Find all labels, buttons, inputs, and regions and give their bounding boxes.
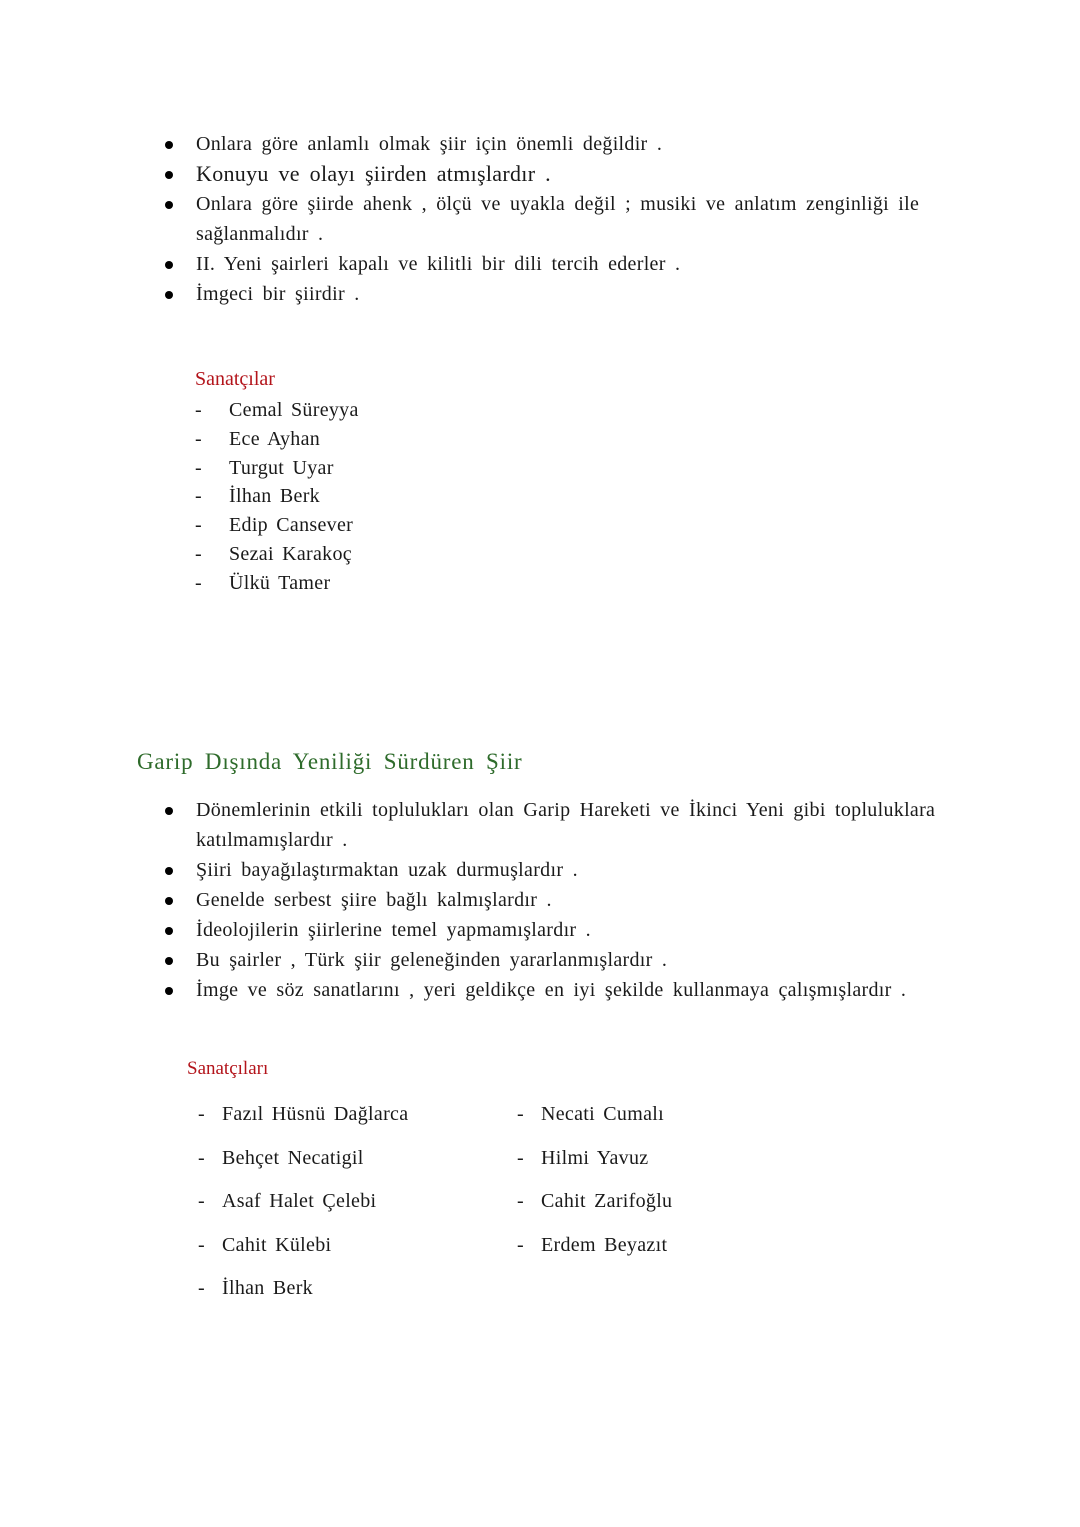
artist-name: Turgut Uyar bbox=[229, 456, 334, 479]
section-title: Garip Dışında Yeniliği Sürdüren Şiir bbox=[137, 749, 523, 774]
bullet-text: İmgeci bir şiirdir . bbox=[196, 283, 360, 305]
list-item bbox=[198, 1274, 408, 1318]
dash-marker: - bbox=[195, 427, 202, 450]
artist-name: Ülkü Tamer bbox=[229, 571, 331, 594]
artist-name: Cemal Süreyya bbox=[229, 399, 359, 421]
artist-name: İlhan Berk bbox=[229, 485, 320, 508]
list-item bbox=[195, 396, 359, 425]
artist-name: Fazıl Hüsnü Dağlarca bbox=[222, 1103, 409, 1125]
bullet-text: Onlara göre anlamlı olmak şiir için önemli değildir . bbox=[196, 133, 663, 155]
section2-bullet-list bbox=[160, 795, 960, 1005]
dash-marker: - bbox=[517, 1190, 524, 1212]
dash-marker: - bbox=[195, 514, 202, 537]
dash-marker: - bbox=[195, 542, 202, 565]
list-item bbox=[160, 975, 960, 1005]
artists-list bbox=[195, 396, 359, 598]
list-item bbox=[195, 425, 359, 454]
bullet-icon bbox=[165, 897, 173, 905]
list-item bbox=[195, 569, 359, 598]
artist-name: Necati Cumalı bbox=[541, 1103, 664, 1125]
bullet-text: İmge ve söz sanatlarını , yeri geldikçe en iyi şekilde kullanmaya çalışmışlardır . bbox=[196, 979, 907, 1001]
list-item bbox=[160, 915, 960, 945]
bullet-icon bbox=[165, 141, 173, 149]
list-item bbox=[517, 1144, 672, 1188]
list-item bbox=[198, 1187, 408, 1231]
artists-heading: Sanatçıları bbox=[187, 1058, 269, 1079]
artists-list-left bbox=[198, 1100, 408, 1318]
artist-name: Erdem Beyazıt bbox=[541, 1233, 668, 1256]
dash-marker: - bbox=[517, 1233, 524, 1256]
dash-marker: - bbox=[198, 1277, 205, 1299]
bullet-icon bbox=[165, 171, 173, 179]
list-item bbox=[160, 189, 960, 249]
list-item bbox=[195, 540, 359, 569]
bullet-text: Bu şairler , Türk şiir geleneğinden yararlanmışlardır . bbox=[196, 949, 668, 971]
list-item bbox=[160, 159, 960, 189]
bullet-text: Şiiri bayağılaştırmaktan uzak durmuşlardır . bbox=[196, 859, 578, 881]
dash-marker: - bbox=[517, 1103, 524, 1125]
artist-name: Asaf Halet Çelebi bbox=[222, 1190, 377, 1212]
list-item bbox=[160, 279, 960, 309]
section1-bullet-list bbox=[160, 129, 960, 309]
dash-marker: - bbox=[517, 1146, 524, 1169]
bullet-text: İdeolojilerin şiirlerine temel yapmamışlardır . bbox=[196, 919, 591, 941]
bullet-icon bbox=[165, 867, 173, 875]
dash-marker: - bbox=[195, 485, 202, 508]
artists-heading: Sanatçılar bbox=[195, 368, 275, 390]
bullet-text: Onlara göre şiirde ahenk , ölçü ve uyakla değil ; musiki ve anlatım zenginliği ile sağlanmalıdır . bbox=[196, 193, 920, 245]
list-item bbox=[195, 511, 359, 540]
bullet-icon bbox=[165, 261, 173, 269]
artists-list-right bbox=[517, 1100, 672, 1274]
list-item bbox=[160, 885, 960, 915]
bullet-icon bbox=[165, 807, 173, 815]
list-item bbox=[198, 1100, 408, 1144]
list-item bbox=[160, 249, 960, 279]
artist-name: Cahit Külebi bbox=[222, 1233, 332, 1256]
bullet-icon bbox=[165, 927, 173, 935]
bullet-text: II. Yeni şairleri kapalı ve kilitli bir dili tercih ederler . bbox=[196, 253, 681, 275]
list-item bbox=[160, 795, 960, 855]
artist-name: Edip Cansever bbox=[229, 514, 354, 537]
list-item bbox=[198, 1144, 408, 1188]
list-item bbox=[195, 482, 359, 511]
bullet-icon bbox=[165, 291, 173, 299]
artist-name: Hilmi Yavuz bbox=[541, 1146, 649, 1169]
artist-name: Behçet Necatigil bbox=[222, 1146, 364, 1169]
list-item bbox=[517, 1100, 672, 1144]
artist-name: Ece Ayhan bbox=[229, 427, 321, 450]
dash-marker: - bbox=[195, 571, 202, 594]
bullet-icon bbox=[165, 201, 173, 209]
artist-name: Sezai Karakoç bbox=[229, 542, 352, 565]
list-item bbox=[517, 1231, 672, 1275]
list-item bbox=[198, 1231, 408, 1275]
bullet-icon bbox=[165, 957, 173, 965]
list-item bbox=[160, 129, 960, 159]
dash-marker: - bbox=[198, 1103, 205, 1125]
list-item bbox=[160, 855, 960, 885]
dash-marker: - bbox=[198, 1146, 205, 1169]
dash-marker: - bbox=[195, 456, 202, 479]
list-item bbox=[160, 945, 960, 975]
artist-name: Cahit Zarifoğlu bbox=[541, 1190, 673, 1212]
bullet-text: Dönemlerinin etkili toplulukları olan Garip Hareketi ve İkinci Yeni gibi topluluklara katılmamışlardır . bbox=[196, 799, 936, 851]
bullet-icon bbox=[165, 987, 173, 995]
artist-name: İlhan Berk bbox=[222, 1277, 313, 1299]
bullet-text: Genelde serbest şiire bağlı kalmışlardır . bbox=[196, 889, 552, 911]
list-item bbox=[517, 1187, 672, 1231]
dash-marker: - bbox=[195, 399, 202, 421]
list-item bbox=[195, 454, 359, 483]
dash-marker: - bbox=[198, 1233, 205, 1256]
dash-marker: - bbox=[198, 1190, 205, 1212]
bullet-text: Konuyu ve olayı şiirden atmışlardır . bbox=[196, 161, 551, 186]
